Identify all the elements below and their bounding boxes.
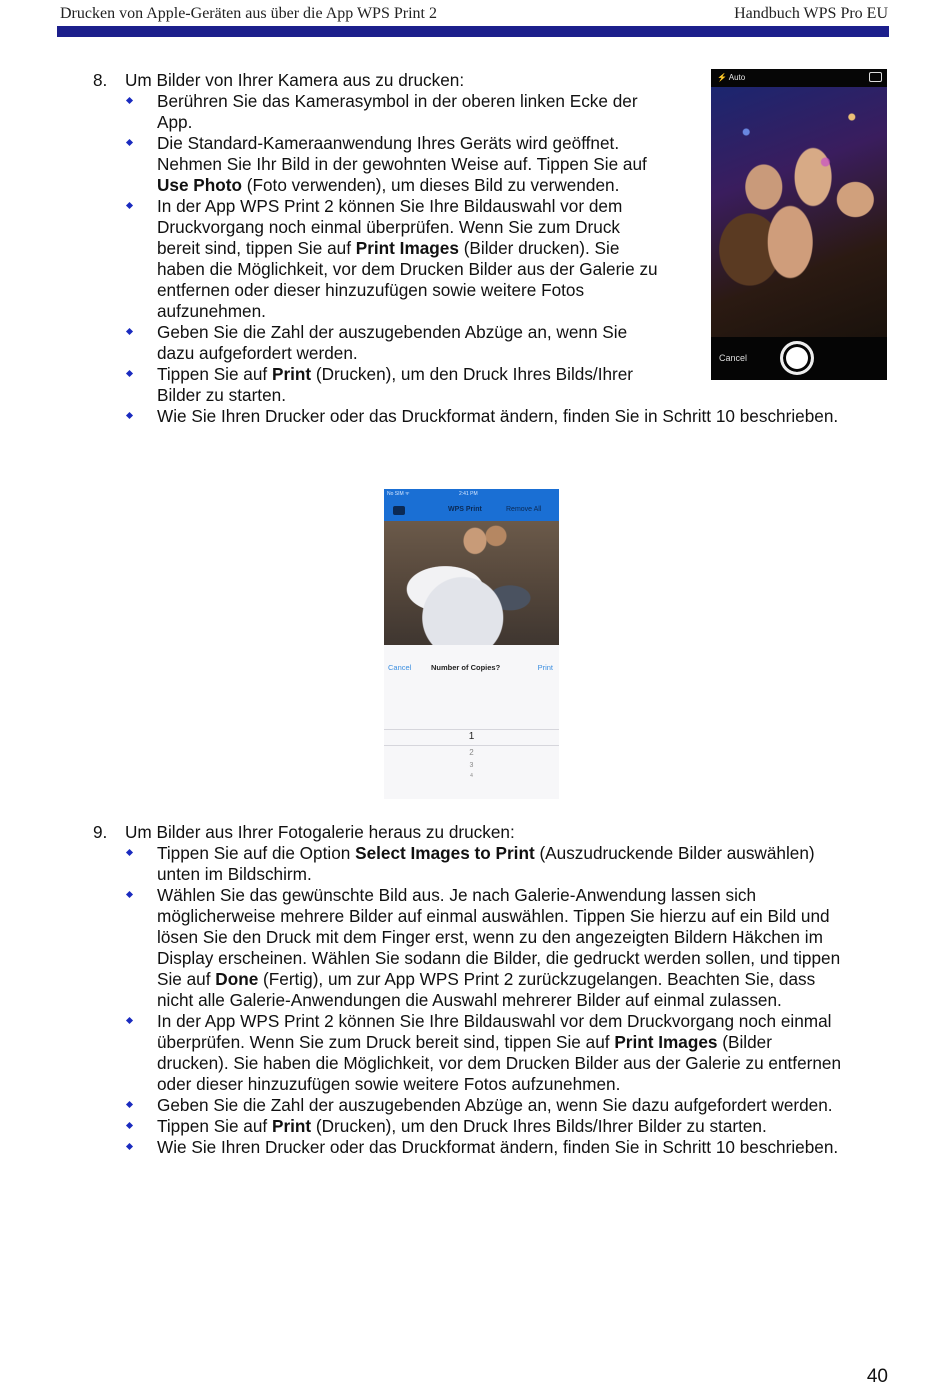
step-8-intro: Um Bilder von Ihrer Kamera aus zu drucken: — [125, 70, 465, 90]
step-8-bullet-4-line-1: Geben Sie die Zahl der auszugebenden Abzüge an, wenn Sie — [157, 322, 628, 342]
wps-cancel-button: Cancel — [388, 663, 412, 672]
copies-prompt: Number of Copies? — [431, 663, 501, 672]
camera-cancel-button: Cancel — [719, 353, 748, 363]
wps-nav-bar — [384, 499, 559, 521]
step-8-bullet-1-line-2: App. — [157, 112, 193, 132]
step-9-bullet-3-line-1: In der App WPS Print 2 können Sie Ihre Bildauswahl vor dem Druckvorgang noch einmal — [157, 1011, 832, 1031]
step-number-9: 9. — [93, 822, 108, 842]
bullet-icon — [126, 328, 133, 335]
copies-toolbar — [384, 659, 559, 675]
wps-print-button: Print — [537, 663, 553, 672]
step-8-bullet-3-line-3: bereit sind, tippen Sie auf Print Images (Bilder drucken). Sie — [157, 238, 620, 258]
print-images-label: Print Images — [355, 238, 459, 258]
step-9-bullet-4-line-1: Geben Sie die Zahl der auszugebenden Abzüge an, wenn Sie dazu aufgefordert werden. — [157, 1095, 833, 1115]
camera-top-bar — [711, 69, 887, 87]
remove-all-button: Remove All — [506, 506, 542, 513]
step-8-bullet-3-line-6: aufzunehmen. — [157, 301, 266, 321]
step-8-bullet-2-line-2: Nehmen Sie Ihr Bild in der gewohnten Weise auf. Tippen Sie auf — [157, 154, 647, 174]
wps-print-app-screenshot — [384, 489, 559, 799]
header-manual-name: Handbuch WPS Pro EU — [734, 5, 888, 22]
step-8-bullet-3-line-2: Druckvorgang noch einmal überprüfen. Wenn Sie zum Druck — [157, 217, 621, 237]
camera-icon — [393, 506, 405, 515]
wedding-photo — [384, 521, 559, 645]
bullet-icon — [126, 139, 133, 146]
bullet-icon — [126, 1122, 133, 1129]
step-9-bullet-1-line-2: unten im Bildschirm. — [157, 864, 312, 884]
bullet-icon — [126, 370, 133, 377]
picker-option: 1 — [468, 731, 475, 742]
use-photo-label: Use Photo — [157, 175, 242, 195]
step-9-bullet-2-line-3: lösen Sie den Druck mit dem Finger erst, wenn zu den angezeigten Bildern Häkchen im — [157, 927, 823, 947]
step-9-bullet-3-line-3: drucken). Sie haben die Möglichkeit, vor dem Drucken Bilder aus der Galerie zu entfernen — [157, 1053, 842, 1073]
shutter-button-icon — [780, 341, 814, 375]
step-9-bullet-3-line-2: überprüfen. Wenn Sie zum Druck bereit sind, tippen Sie auf Print Images (Bilder — [157, 1032, 772, 1052]
bullet-icon — [126, 1017, 133, 1024]
step-9-bullet-2-line-6: nicht alle Galerie-Anwendungen die Auswahl mehrerer Bilder auf einmal zulassen. — [157, 990, 782, 1010]
camera-switch-icon — [869, 72, 882, 82]
print-images-label: Print Images — [614, 1032, 718, 1052]
step-9-bullet-3-line-4: oder dieser hinzuzufügen sowie weitere Fotos aufzunehmen. — [157, 1074, 621, 1094]
bullet-icon — [126, 849, 133, 856]
copies-picker — [384, 689, 559, 799]
bullet-icon — [126, 412, 133, 419]
camera-bottom-bar — [711, 337, 887, 380]
bullet-icon — [126, 1101, 133, 1108]
header-title: Drucken von Apple-Geräten aus über die App WPS Print 2 — [60, 5, 437, 22]
step-9-bullet-6-line-1: Wie Sie Ihren Drucker oder das Druckformat ändern, finden Sie in Schritt 10 beschrieben. — [157, 1137, 839, 1157]
step-9-bullet-2-line-5: Sie auf Done (Fertig), um zur App WPS Print 2 zurückzugelangen. Beachten Sie, dass — [157, 969, 816, 989]
print-label: Print — [271, 1116, 312, 1136]
done-label: Done — [215, 969, 259, 989]
step-number-8: 8. — [93, 70, 108, 90]
step-8-bullet-1-line-1: Berühren Sie das Kamerasymbol in der oberen linken Ecke der — [157, 91, 638, 111]
step-8-bullet-5-line-1: Tippen Sie auf Print (Drucken), um den Druck Ihres Bilds/Ihrer — [157, 364, 634, 384]
flash-auto-label: ⚡ Auto — [717, 73, 746, 82]
print-label: Print — [271, 364, 312, 384]
step-9-bullet-2-line-4: Display erscheinen. Wählen Sie sodann die Bilder, die gedruckt werden sollen, und tippen — [157, 948, 841, 968]
picker-option: 3 — [469, 762, 474, 769]
status-bar — [384, 489, 559, 499]
step-8-bullet-5-line-2: Bilder zu starten. — [157, 385, 286, 405]
carrier-label: No SIM ᯤ — [387, 491, 410, 497]
wps-app-title: WPS Print — [448, 506, 482, 513]
step-9-bullet-2-line-1: Wählen Sie das gewünschte Bild aus. Je nach Galerie-Anwendung lassen sich — [157, 885, 757, 905]
select-images-label: Select Images to Print — [355, 843, 535, 863]
clock-label: 2:41 PM — [459, 491, 478, 497]
step-8-bullet-4-line-2: dazu aufgefordert werden. — [157, 343, 358, 363]
page-number: 40 — [866, 1366, 888, 1387]
step-8-bullet-2-line-3: Use Photo (Foto verwenden), um dieses Bild zu verwenden. — [157, 175, 620, 195]
header-bar — [57, 26, 889, 37]
step-8-bullet-3-line-1: In der App WPS Print 2 können Sie Ihre Bildauswahl vor dem — [157, 196, 623, 216]
bullet-icon — [126, 202, 133, 209]
step-8-bullet-6-line-1: Wie Sie Ihren Drucker oder das Druckformat ändern, finden Sie in Schritt 10 beschrieben. — [157, 406, 839, 426]
step-8-bullet-3-line-4: haben die Möglichkeit, vor dem Drucken Bilder aus der Galerie zu — [157, 259, 658, 279]
group-selfie-photo — [711, 87, 887, 337]
picker-divider — [384, 729, 559, 730]
camera-app-screenshot — [711, 69, 887, 380]
picker-divider — [384, 745, 559, 746]
picker-option: 2 — [469, 748, 474, 757]
bullet-icon — [126, 1143, 133, 1150]
bullet-icon — [126, 891, 133, 898]
step-8-bullet-3-line-5: entfernen oder dieser hinzuzufügen sowie weitere Fotos — [157, 280, 585, 300]
bullet-icon — [126, 97, 133, 104]
step-9-bullet-1-line-1: Tippen Sie auf die Option Select Images to Print (Auszudruckende Bilder auswählen) — [157, 843, 815, 863]
step-8-bullet-2-line-1: Die Standard-Kameraanwendung Ihres Geräts wird geöffnet. — [157, 133, 620, 153]
picker-option: 4 — [470, 773, 473, 779]
step-9-intro: Um Bilder aus Ihrer Fotogalerie heraus zu drucken: — [125, 822, 515, 842]
step-9-bullet-2-line-2: möglicherweise mehrere Bilder auf einmal auswählen. Tippen Sie hierzu auf ein Bild und — [157, 906, 830, 926]
step-9-bullet-5-line-1: Tippen Sie auf Print (Drucken), um den Druck Ihres Bilds/Ihrer Bilder zu starten. — [157, 1116, 767, 1136]
